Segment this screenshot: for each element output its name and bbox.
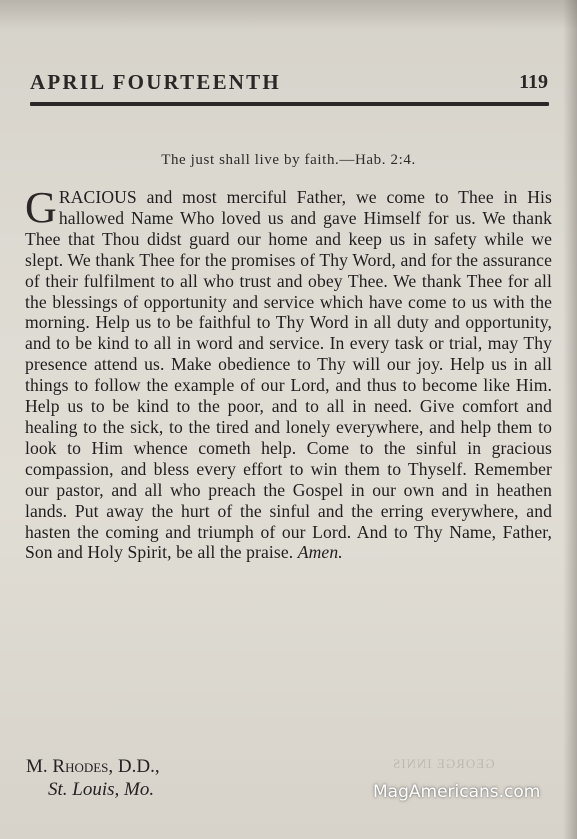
author-surname: hodes [65, 756, 109, 777]
page-header-title: APRIL FOURTEENTH [30, 70, 281, 94]
prayer-amen: Amen. [297, 542, 343, 563]
author-location: St. Louis, Mo. [48, 779, 155, 800]
prayer-text [25, 183, 552, 563]
author-name-initial: M. R [26, 756, 66, 777]
header-rule [30, 102, 549, 106]
watermark: MagAmericans.com [373, 782, 541, 802]
prayer-opening-word: RACIOUS [58, 187, 137, 207]
author-name [26, 756, 160, 778]
author-degree: , D.D., [108, 756, 160, 777]
bleed-through-text: GEORGE INNIS [392, 756, 495, 771]
scripture-epigraph: The just shall live by faith.—Hab. 2:4. [161, 152, 416, 168]
drop-cap: G [25, 183, 57, 232]
page-number: 119 [519, 71, 548, 93]
prayer-body: and most merciful Father, we come to Thee in His hallowed Name Who loved us and gave Himself for us. We thank Thee that Thou didst guard our home and keep us in safety while we slept. We thank Thee for the promises of Thy Word, and for the assurance of their fulfilment to all who trust and obey Thee. We thank Thee for all the blessings of opportunity and service which have come to us with the morning. Help us to be faithful to Thy Word in all duty and opportunity, and to be kind to all in word and service. In every task or trial, may Thy presence attend us. Make obedience to Thy will our joy. Help us in all things to follow the example of our Lord, and thus to become like Him. Help us to be kind to the poor, and to all in need. Give comfort and healing to the sick, to the tired and lonely everywhere, and help them to look to Him whence cometh help. Come to the sinful in gracious compassion, and bless every effort to win them to Thyself. Remember our pastor, and all who preach the Gospel in our own and in heathen lands. Put away the hurt of the sinful and the erring everywhere, and hasten the coming and triumph of our Lord. And to Thy Name, Father, Son and Holy Spirit, be all the praise. [25, 187, 552, 563]
